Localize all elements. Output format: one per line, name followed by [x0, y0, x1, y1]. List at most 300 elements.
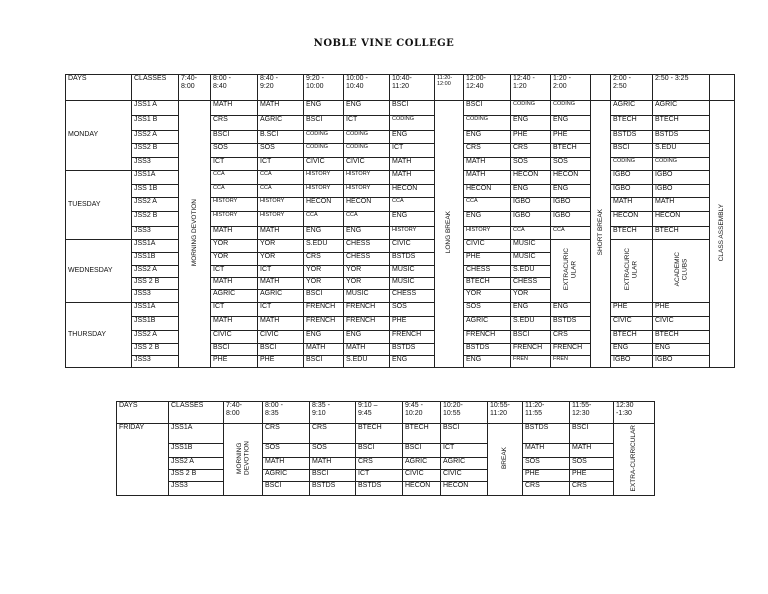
timetable-cell: MATH: [523, 444, 570, 458]
timetable-cell: ENG: [511, 185, 551, 198]
timetable-cell: HISTORY: [304, 171, 344, 185]
timetable-cell: CRS: [211, 116, 258, 131]
timetable-cell: CCA: [464, 198, 511, 212]
wednesday-extracurricular-afternoon-label: EXTRACURIC ULAR: [624, 248, 639, 291]
timetable-cell: CCA: [211, 171, 258, 185]
timetable-cell: ICT: [211, 158, 258, 171]
morning-devotion-label: MORNING DEVOTION: [190, 198, 198, 267]
timetable-cell: ENG: [511, 303, 551, 317]
timetable-cell: CRS: [570, 482, 614, 496]
morning-devotion: [179, 101, 211, 368]
table-row: [66, 101, 735, 116]
day-label: THURSDAY: [66, 303, 132, 368]
timetable-cell: HECON: [390, 185, 435, 198]
short-break-label: SHORT BREAK: [596, 209, 604, 256]
timetable-cell: IGBO: [511, 212, 551, 227]
timetable-cell: HECON: [464, 185, 511, 198]
timetable-cell: CCA: [344, 212, 390, 227]
header-cell: 8:40 - 9:20: [258, 75, 304, 101]
timetable-cell: ICT: [211, 303, 258, 317]
friday-extracurricular: [614, 424, 655, 496]
timetable-cell: ICT: [258, 266, 304, 278]
timetable-cell: ENG: [551, 303, 591, 317]
timetable-cell: HISTORY: [258, 198, 304, 212]
timetable-cell: ENG: [304, 331, 344, 344]
timetable-cell: CIVIC: [403, 470, 441, 482]
timetable-cell: CHESS: [344, 253, 390, 266]
class-cell: JSS3: [132, 227, 179, 240]
class-cell: JSS1A: [169, 424, 224, 444]
timetable-cell: MATH: [258, 101, 304, 116]
timetable-cell: BSCI: [310, 470, 356, 482]
timetable-cell: IGBO: [611, 171, 653, 185]
header-cell: CLASSES: [132, 75, 179, 101]
timetable-cell: YOR: [304, 266, 344, 278]
class-cell: JSS1B: [132, 317, 179, 331]
timetable-cell: BTECH: [551, 144, 591, 158]
class-cell: JSS1 A: [132, 101, 179, 116]
timetable-cell: YOR: [258, 253, 304, 266]
timetable-cell: ENG: [390, 356, 435, 368]
header-cell: 8:00 - 8:40: [211, 75, 258, 101]
header-cell: 10:55- 11:20: [488, 402, 523, 424]
header-cell: 2:00 - 2:50: [611, 75, 653, 101]
short-break: [591, 101, 611, 368]
header-cell: 10:20- 10:55: [441, 402, 488, 424]
timetable-cell: ENG: [551, 116, 591, 131]
long-break-label: LONG BREAK: [445, 211, 453, 254]
friday-extracurricular-label: EXTRA-CURRICULAR: [630, 424, 638, 492]
timetable-cell: BSCI: [304, 116, 344, 131]
timetable-cell: FRENCH: [464, 331, 511, 344]
class-cell: JSS1 B: [132, 116, 179, 131]
timetable-cell: FRENCH: [390, 331, 435, 344]
timetable-cell: BSTDS: [390, 253, 435, 266]
timetable-cell: MATH: [344, 344, 390, 356]
class-cell: JSS2 A: [132, 198, 179, 212]
day-label: FRIDAY: [117, 424, 169, 496]
timetable-cell: AGRIC: [464, 317, 511, 331]
timetable-cell: FRENCH: [344, 303, 390, 317]
timetable-cell: MATH: [263, 458, 310, 470]
wednesday-extracurricular-afternoon: [611, 240, 653, 303]
timetable-cell: AGRIC: [211, 290, 258, 303]
timetable-cell: MATH: [310, 458, 356, 470]
timetable-cell: CODING: [653, 158, 710, 171]
timetable-cell: PHE: [653, 303, 710, 317]
class-cell: JSS3: [169, 482, 224, 496]
timetable-cell: CIVIC: [211, 331, 258, 344]
timetable-cell: SOS: [551, 158, 591, 171]
header-cell: 8:00 - 8:35: [263, 402, 310, 424]
friday-morning-devotion-label: MORNING DEVOTION: [235, 441, 250, 475]
timetable-cell: S.EDU: [344, 356, 390, 368]
timetable-cell: ENG: [344, 101, 390, 116]
timetable-cell: ENG: [464, 356, 511, 368]
timetable-cell: HISTORY: [464, 227, 511, 240]
timetable-cell: PHE: [390, 317, 435, 331]
timetable-cell: ICT: [356, 470, 403, 482]
timetable-cell: CRS: [304, 253, 344, 266]
timetable-cell: HISTORY: [390, 227, 435, 240]
timetable-cell: MATH: [570, 444, 614, 458]
timetable-cell: MATH: [464, 158, 511, 171]
table-row: [117, 444, 655, 458]
timetable-cell: SOS: [258, 144, 304, 158]
timetable-cell: HISTORY: [344, 171, 390, 185]
timetable-cell: ENG: [464, 212, 511, 227]
timetable-cell: ICT: [258, 158, 304, 171]
timetable-cell: CCA: [258, 185, 304, 198]
timetable-cell: MUSIC: [511, 240, 551, 253]
day-label: TUESDAY: [66, 171, 132, 240]
timetable-cell: ENG: [464, 131, 511, 144]
timetable-cell: HISTORY: [304, 185, 344, 198]
timetable-cell: FRENCH: [304, 317, 344, 331]
table-row: [66, 185, 735, 198]
timetable-cell: CODING: [390, 116, 435, 131]
timetable-cell: MATH: [611, 198, 653, 212]
timetable-cell: MATH: [653, 198, 710, 212]
wednesday-academic-clubs: [653, 240, 710, 303]
timetable-cell: CIVIC: [304, 158, 344, 171]
timetable-cell: S.EDU: [653, 144, 710, 158]
timetable-cell: CRS: [464, 144, 511, 158]
timetable-cell: ENG: [551, 185, 591, 198]
timetable-cell: PHE: [511, 131, 551, 144]
table-row: [66, 356, 735, 368]
header-cell: 7:40- 8:00: [179, 75, 211, 101]
class-cell: JSS1A: [132, 171, 179, 185]
timetable-cell: BSTDS: [523, 424, 570, 444]
timetable-cell: CIVIC: [611, 317, 653, 331]
timetable-cell: MATH: [258, 227, 304, 240]
timetable-cell: PHE: [551, 131, 591, 144]
header-cell: 12:40 - 1:20: [511, 75, 551, 101]
class-cell: JSS1A: [132, 240, 179, 253]
class-cell: JSS1B: [132, 253, 179, 266]
timetable-cell: BSCI: [441, 424, 488, 444]
class-cell: JSS 1B: [132, 185, 179, 198]
table-row: [66, 317, 735, 331]
timetable-cell: B.SCI: [258, 131, 304, 144]
timetable-cell: CRS: [551, 331, 591, 344]
table-row: [117, 458, 655, 470]
timetable-cell: ENG: [653, 344, 710, 356]
table-row: [66, 158, 735, 171]
table-row: [66, 131, 735, 144]
header-cell: [591, 75, 611, 101]
timetable-cell: BSCI: [356, 444, 403, 458]
timetable-cell: CCA: [511, 227, 551, 240]
table-row: [66, 116, 735, 131]
timetable-cell: CHESS: [344, 240, 390, 253]
table-row: [66, 171, 735, 185]
header-cell: DAYS: [66, 75, 132, 101]
timetable-cell: HISTORY: [258, 212, 304, 227]
timetable-cell: HECON: [611, 212, 653, 227]
timetable-cell: HISTORY: [211, 212, 258, 227]
timetable-cell: S.EDU: [511, 317, 551, 331]
timetable-cell: CRS: [263, 424, 310, 444]
friday-break-label: BREAK: [501, 446, 509, 469]
timetable-cell: CODING: [464, 116, 511, 131]
timetable-cell: YOR: [304, 278, 344, 290]
header-cell: 9:10 – 9:45: [356, 402, 403, 424]
timetable-cell: BTECH: [611, 227, 653, 240]
header-cell: 2:50 - 3:25: [653, 75, 710, 101]
timetable-cell: CODING: [344, 131, 390, 144]
class-cell: JSS2 A: [132, 266, 179, 278]
timetable-cell: ICT: [258, 303, 304, 317]
long-break: [435, 101, 464, 368]
friday-morning-devotion: [224, 424, 263, 496]
timetable-cell: IGBO: [611, 185, 653, 198]
timetable-cell: MUSIC: [511, 253, 551, 266]
timetable-cell: MATH: [464, 171, 511, 185]
header-cell: DAYS: [117, 402, 169, 424]
wednesday-academic-clubs-label: ACADEMIC CLUBS: [673, 252, 688, 287]
class-cell: JSS2 A: [132, 131, 179, 144]
timetable-cell: BSCI: [263, 482, 310, 496]
day-label: WEDNESDAY: [66, 240, 132, 303]
header-cell: 11:20- 12:00: [435, 75, 464, 101]
class-cell: JSS1B: [169, 444, 224, 458]
header-cell: 11:20- 11:55: [523, 402, 570, 424]
class-cell: JSS3: [132, 158, 179, 171]
timetable-cell: ENG: [390, 131, 435, 144]
timetable-cell: BSCI: [511, 331, 551, 344]
timetable-cell: BSTDS: [356, 482, 403, 496]
header-cell: 8:35 - 9:10: [310, 402, 356, 424]
header-row: [66, 75, 735, 101]
timetable-cell: BTECH: [653, 331, 710, 344]
header-cell: 12:00- 12:40: [464, 75, 511, 101]
timetable-cell: AGRIC: [263, 470, 310, 482]
timetable-cell: HECON: [511, 171, 551, 185]
timetable-cell: BSCI: [464, 101, 511, 116]
timetable-cell: BSTDS: [390, 344, 435, 356]
timetable-cell: BSCI: [611, 144, 653, 158]
timetable-cell: AGRIC: [611, 101, 653, 116]
timetable-cell: S.EDU: [511, 266, 551, 278]
friday-header-row: [117, 402, 655, 424]
timetable-cell: ENG: [611, 344, 653, 356]
timetable-cell: AGRIC: [403, 458, 441, 470]
timetable-cell: IGBO: [653, 185, 710, 198]
timetable-cell: CCA: [551, 227, 591, 240]
timetable-cell: BSCI: [211, 131, 258, 144]
timetable-cell: FRENCH: [511, 344, 551, 356]
timetable-cell: MATH: [211, 317, 258, 331]
timetable-cell: CODING: [511, 101, 551, 116]
timetable-cell: ICT: [390, 144, 435, 158]
timetable-cell: HECON: [441, 482, 488, 496]
timetable-cell: CIVIC: [653, 317, 710, 331]
timetable-cell: CIVIC: [344, 158, 390, 171]
timetable-cell: FREN: [551, 356, 591, 368]
timetable-cell: CRS: [511, 144, 551, 158]
class-cell: JSS2 A: [132, 331, 179, 344]
timetable-cell: CODING: [304, 131, 344, 144]
timetable-cell: BTECH: [356, 424, 403, 444]
timetable-cell: CIVIC: [441, 470, 488, 482]
timetable-cell: SOS: [310, 444, 356, 458]
page-title: NOBLE VINE COLLEGE: [313, 38, 455, 49]
timetable-cell: SOS: [464, 303, 511, 317]
timetable-cell: PHE: [611, 303, 653, 317]
timetable-cell: HECON: [403, 482, 441, 496]
timetable-cell: IGBO: [653, 356, 710, 368]
timetable-cell: CCA: [258, 171, 304, 185]
timetable-cell: PHE: [258, 356, 304, 368]
timetable-cell: ENG: [304, 101, 344, 116]
timetable-cell: BTECH: [653, 116, 710, 131]
timetable-cell: CRS: [523, 482, 570, 496]
timetable-cell: YOR: [211, 253, 258, 266]
table-row: [66, 144, 735, 158]
timetable-cell: MUSIC: [390, 266, 435, 278]
timetable-cell: HECON: [653, 212, 710, 227]
timetable-cell: CHESS: [390, 290, 435, 303]
timetable-cell: BSCI: [304, 290, 344, 303]
timetable-cell: SOS: [263, 444, 310, 458]
timetable-cell: BSCI: [390, 101, 435, 116]
timetable-cell: BSCI: [211, 344, 258, 356]
timetable-cell: IGBO: [551, 198, 591, 212]
table-row: [66, 303, 735, 317]
header-cell: 10:00 - 10:40: [344, 75, 390, 101]
timetable-cell: FRENCH: [304, 303, 344, 317]
timetable-cell: PHE: [464, 253, 511, 266]
timetable-cell: BSTDS: [653, 131, 710, 144]
class-cell: JSS2 B: [132, 212, 179, 227]
timetable-cell: MATH: [211, 278, 258, 290]
timetable-cell: BSTDS: [464, 344, 511, 356]
timetable-cell: MATH: [390, 158, 435, 171]
table-row: [66, 198, 735, 212]
timetable-cell: HISTORY: [344, 185, 390, 198]
timetable-cell: IGBO: [611, 356, 653, 368]
day-label: MONDAY: [66, 101, 132, 171]
timetable-cell: ENG: [344, 227, 390, 240]
timetable-cell: CIVIC: [464, 240, 511, 253]
table-row: [66, 331, 735, 344]
timetable-cell: CCA: [390, 198, 435, 212]
timetable-cell: S.EDU: [304, 240, 344, 253]
timetable-cell: HECON: [551, 171, 591, 185]
timetable-cell: BSCI: [258, 344, 304, 356]
class-cell: JSS3: [132, 290, 179, 303]
timetable-cell: MATH: [390, 171, 435, 185]
timetable-cell: CRS: [356, 458, 403, 470]
class-cell: JSS2 A: [169, 458, 224, 470]
timetable-cell: MUSIC: [344, 290, 390, 303]
wednesday-extracurricular: [551, 240, 591, 303]
header-cell: CLASSES: [169, 402, 224, 424]
timetable-cell: BTECH: [611, 331, 653, 344]
friday-timetable: [116, 401, 655, 496]
timetable-cell: BSCI: [403, 444, 441, 458]
timetable-cell: YOR: [511, 290, 551, 303]
timetable-cell: SOS: [511, 158, 551, 171]
timetable-cell: CRS: [310, 424, 356, 444]
timetable-cell: ENG: [344, 331, 390, 344]
table-row: [66, 212, 735, 227]
header-cell: 12:30 -1:30: [614, 402, 655, 424]
timetable-cell: CODING: [551, 101, 591, 116]
header-cell: 7:40- 8:00: [224, 402, 263, 424]
timetable-cell: BSCI: [304, 356, 344, 368]
timetable-cell: YOR: [464, 290, 511, 303]
timetable-cell: SOS: [570, 458, 614, 470]
timetable-cell: IGBO: [551, 212, 591, 227]
timetable-cell: SOS: [211, 144, 258, 158]
timetable-cell: CODING: [611, 158, 653, 171]
class-cell: JSS 2 B: [169, 470, 224, 482]
timetable-cell: SOS: [523, 458, 570, 470]
timetable-cell: IGBO: [511, 198, 551, 212]
timetable-cell: YOR: [344, 266, 390, 278]
header-cell: 9:20 - 10:00: [304, 75, 344, 101]
class-assembly: [710, 101, 735, 368]
timetable-cell: HISTORY: [211, 198, 258, 212]
timetable-cell: CIVIC: [258, 331, 304, 344]
timetable-cell: BTECH: [403, 424, 441, 444]
weekday-timetable: [65, 74, 735, 368]
timetable-cell: ICT: [211, 266, 258, 278]
timetable-cell: BSTDS: [611, 131, 653, 144]
class-assembly-label: CLASS ASSEMBLY: [718, 203, 726, 262]
timetable-cell: CHESS: [511, 278, 551, 290]
timetable-cell: CODING: [304, 144, 344, 158]
timetable-cell: ENG: [390, 212, 435, 227]
timetable-cell: YOR: [344, 278, 390, 290]
timetable-cell: HECON: [304, 198, 344, 212]
header-cell: [710, 75, 735, 101]
timetable-cell: BSTDS: [551, 317, 591, 331]
timetable-cell: PHE: [211, 356, 258, 368]
table-row: [66, 227, 735, 240]
timetable-cell: CCA: [211, 185, 258, 198]
timetable-cell: ICT: [441, 444, 488, 458]
timetable-cell: AGRIC: [258, 116, 304, 131]
timetable-cell: MUSIC: [390, 278, 435, 290]
timetable-cell: PHE: [523, 470, 570, 482]
timetable-cell: FRENCH: [551, 344, 591, 356]
timetable-cell: YOR: [211, 240, 258, 253]
table-row: [117, 482, 655, 496]
timetable-cell: ENG: [511, 116, 551, 131]
timetable-cell: MATH: [211, 101, 258, 116]
header-cell: 1:20 - 2:00: [551, 75, 591, 101]
header-cell: 11:55- 12:30: [570, 402, 614, 424]
class-cell: JSS 2 B: [132, 344, 179, 356]
table-row: [117, 424, 655, 444]
timetable-cell: CIVIC: [390, 240, 435, 253]
class-cell: JSS3: [132, 356, 179, 368]
timetable-cell: CCA: [304, 212, 344, 227]
timetable-cell: BTECH: [464, 278, 511, 290]
wednesday-extracurricular-label: EXTRACURIC ULAR: [563, 248, 578, 291]
timetable-cell: MATH: [258, 317, 304, 331]
timetable-cell: YOR: [258, 240, 304, 253]
timetable-cell: MATH: [258, 278, 304, 290]
timetable-cell: CHESS: [464, 266, 511, 278]
timetable-cell: MATH: [304, 344, 344, 356]
timetable-cell: SOS: [390, 303, 435, 317]
class-cell: JSS2 B: [132, 144, 179, 158]
